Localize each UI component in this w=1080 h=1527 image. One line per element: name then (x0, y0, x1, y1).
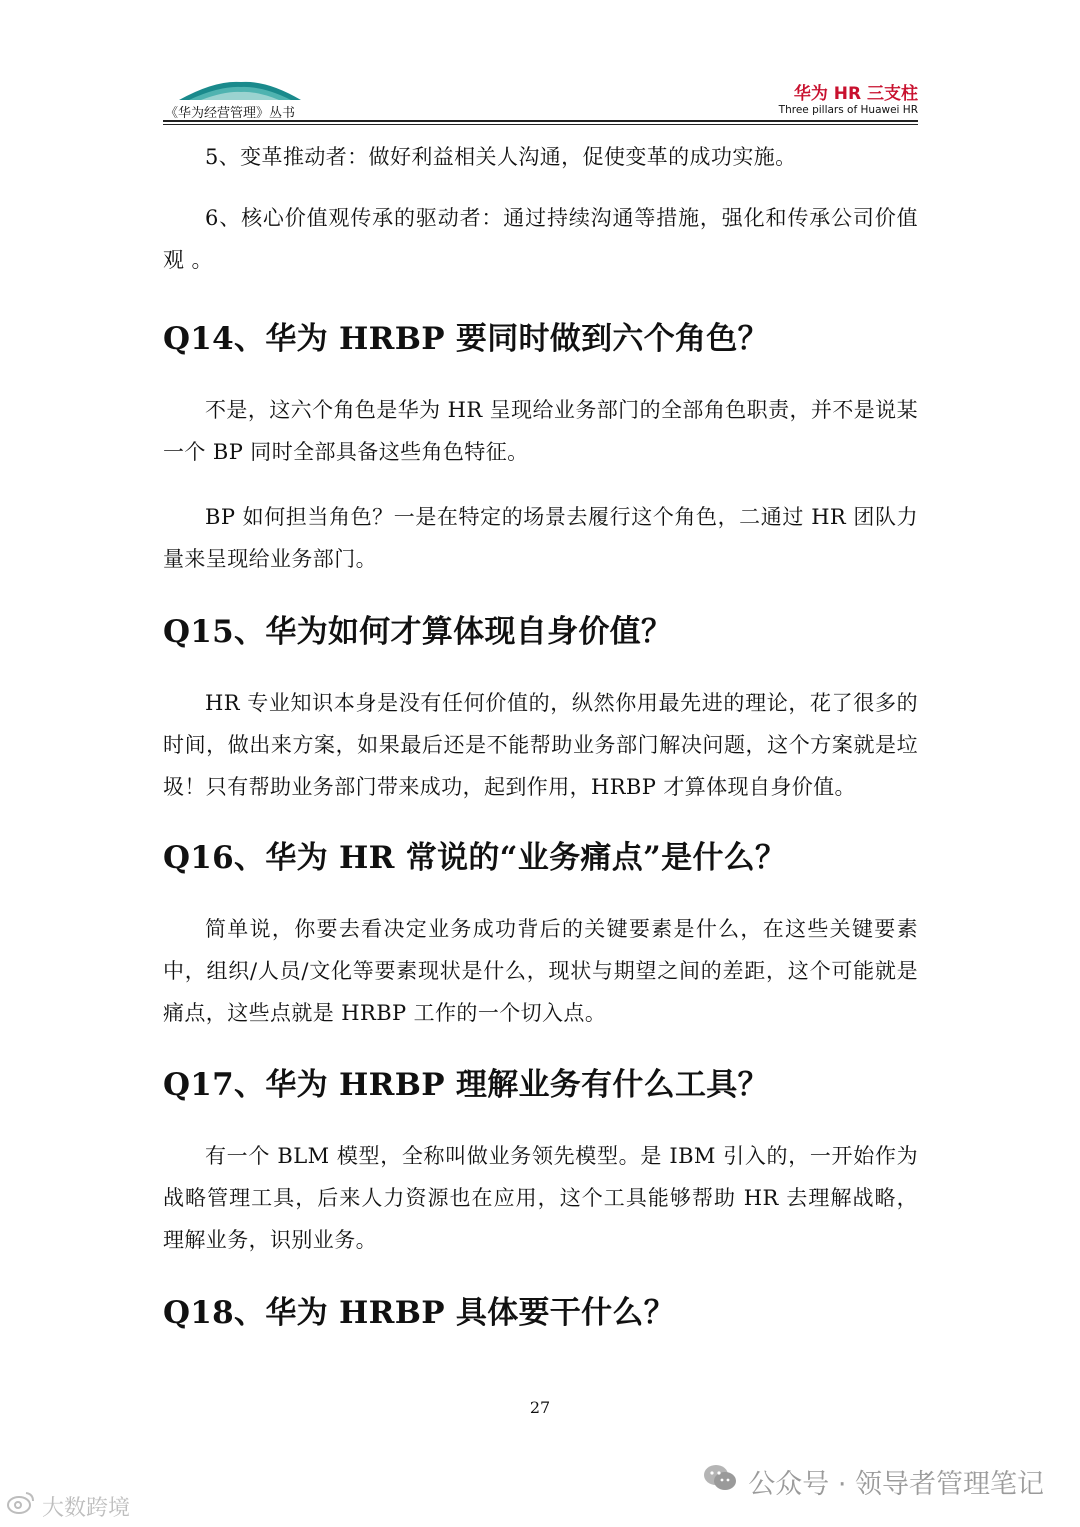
heading-q16: Q16、华为 HR 常说的“业务痛点”是什么？ (163, 840, 787, 876)
weibo-icon (6, 1490, 36, 1522)
header-rule (163, 120, 918, 122)
paragraph-q15-answer: HR 专业知识本身是没有任何价值的，纵然你用最先进的理论，花了很多的时间，做出来方案，如果最后还是不能帮助业务部门解决问题，这个方案就是垃圾！只有帮助业务部门带来成功，起到作用，HRBP 才算体现自身价值。 (163, 691, 918, 799)
wechat-icon (702, 1463, 738, 1500)
brand-subtitle: Three pillars of Huawei HR (778, 104, 918, 116)
paragraph-5: 5、变革推动者：做好利益相关人沟通，促使变革的成功实施。 (205, 145, 797, 169)
heading-q17: Q17、华为 HRBP 理解业务有什么工具？ (163, 1067, 769, 1103)
paragraph-q16-answer: 简单说，你要去看决定业务成功背后的关键要素是什么，在这些关键要素中，组织/人员/文化等要素现状是什么，现状与期望之间的差距，这个可能就是痛点，这些点就是 HRBP 工作的一个切入点。 (163, 917, 918, 1025)
heading-q15: Q15、华为如何才算体现自身价值？ (163, 614, 673, 650)
brand-block (779, 84, 918, 117)
paragraph-6: 6、核心价值观传承的驱动者：通过持续沟通等措施，强化和传承公司价值观 。 (163, 206, 918, 272)
paragraph-q17-answer: 有一个 BLM 模型，全称叫做业务领先模型。是 IBM 引入的，一开始作为战略管理工具，后来人力资源也在应用，这个工具能够帮助 HR 去理解战略，理解业务，识别业务。 (163, 1144, 918, 1252)
paragraph-q14-answer: 不是，这六个角色是华为 HR 呈现给业务部门的全部角色职责，并不是说某一个 BP 同时全部具备这些角色特征。 (163, 398, 918, 464)
heading-q14: Q14、华为 HRBP 要同时做到六个角色？ (163, 321, 769, 357)
page-content (163, 134, 918, 1335)
brand-title: 华为 HR 三支柱 (793, 84, 918, 104)
watermark-weibo (6, 1490, 130, 1522)
series-title: 《华为经营管理》丛书 (165, 106, 296, 121)
watermark-weibo-text: 大数跨境 (42, 1495, 131, 1521)
paragraph-q14-followup: BP 如何担当角色？一是在特定的场景去履行这个角色，二通过 HR 团队力量来呈现给业务部门。 (163, 505, 918, 571)
page-number: 27 (529, 1398, 551, 1417)
heading-q18: Q18、华为 HRBP 具体要干什么？ (163, 1295, 675, 1331)
page-header (163, 70, 918, 122)
watermark-wechat-text: 公众号 · 领导者管理笔记 (748, 1469, 1044, 1500)
watermark-wechat (702, 1462, 1044, 1501)
header-rule-thin (163, 124, 918, 125)
